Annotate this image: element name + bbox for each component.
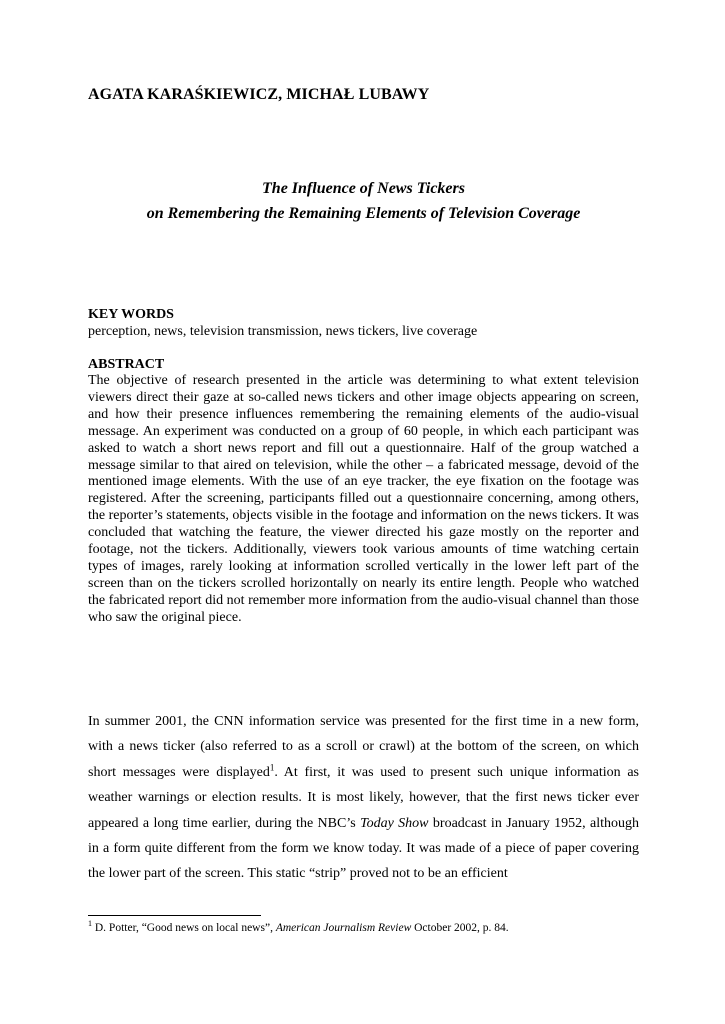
body-text-part-2: . At first, it was used to present such unique information as weather warnings or election results. It is most likely, however, that the first news ticker ever appeared a long time earlier, during the NBC’s (88, 764, 639, 831)
footnote-divider (88, 915, 261, 916)
footnote-mark: 1 (88, 919, 92, 929)
article-title (88, 176, 639, 226)
footnote-text-after: October 2002, p. 84. (411, 922, 509, 934)
body-italic-title: Today Show (360, 815, 429, 831)
body-text-part-3: broadcast in January 1952, although in a form quite different from the form we know today. It was made of a piece of paper covering the lower part of the screen. This static “strip” proved not to be an efficient (88, 815, 640, 882)
abstract-heading: ABSTRACT (88, 357, 165, 372)
keywords-text: perception, news, television transmission, news tickers, live coverage (88, 324, 478, 339)
body-text-part-1: In summer 2001, the CNN information service was presented for the first time in a new form, with a news ticker (also referred to as a scroll or crawl) at the bottom of the screen, on which short messages were displayed (88, 714, 639, 780)
footnote-reference: 1 (269, 762, 275, 773)
keywords-heading: KEY WORDS (88, 307, 174, 322)
authors: AGATA KARAŚKIEWICZ, MICHAŁ LUBAWY (88, 86, 430, 103)
abstract-text: The objective of research presented in the article was determining to what extent television viewers direct their gaze at so-called news tickers and other image objects appearing on screen, and how their presence influences remembering the remaining elements of the audio-visual message. An experiment was conducted on a group of 60 people, in which each participant was asked to watch a short news report and fill out a questionnaire. Half of the group watched a message similar to that aired on television, while the other – a fabricated message, devoid of the mentioned image elements. With the use of an eye tracker, the eye fixation on the footage was registered. After the screening, participants filled out a questionnaire concerning, among others, the reporter’s statements, objects visible in the footage and information on the news tickers. It was concluded that watching the feature, the viewer directed his gaze mostly on the reporter and footage, not the tickers. Additionally, viewers took various amounts of time watching certain types of images, rarely looking at information scrolled vertically in the lower left part of the screen than on the tickers scrolled horizontally on nearly its entire length. People who watched the fabricated report did not remember more information from the audio-visual channel than those who saw the original piece. (88, 373, 639, 625)
title-line-2: on Remembering the Remaining Elements of Television Coverage (146, 205, 581, 222)
body-paragraph (88, 709, 639, 887)
title-line-1: The Influence of News Tickers (262, 180, 465, 197)
footnote-journal: American Journalism Review (275, 922, 412, 934)
footnote (88, 919, 509, 934)
footnote-text-before: D. Potter, “Good news on local news”, (92, 922, 276, 934)
